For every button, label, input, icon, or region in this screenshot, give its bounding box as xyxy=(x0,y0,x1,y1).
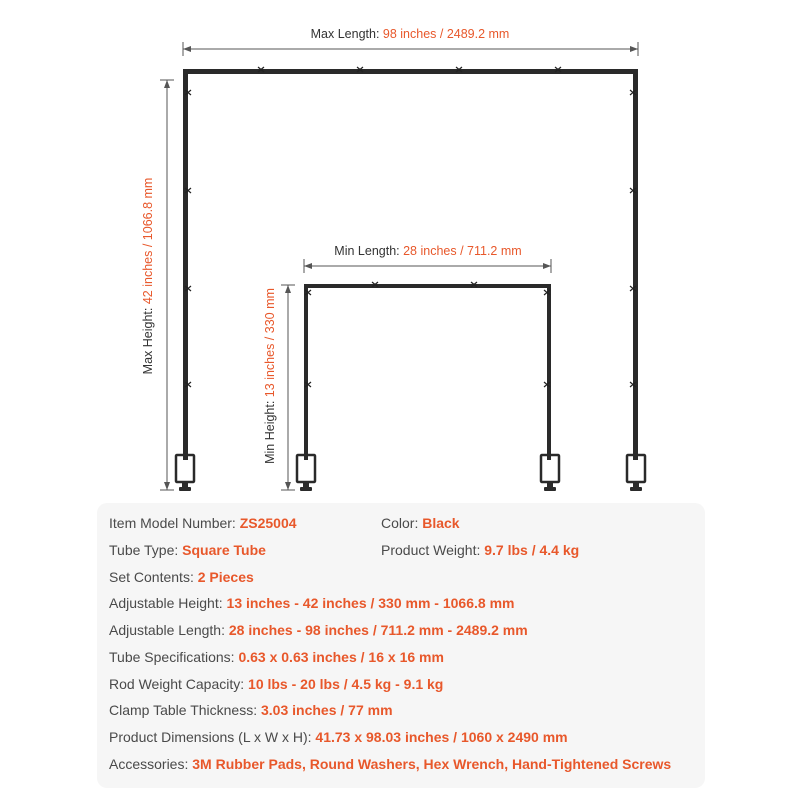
spec-model: Item Model Number: ZS25004 xyxy=(109,515,297,531)
max-height-text: Max Height: 42 inches / 1066.8 mm xyxy=(141,177,155,375)
spec-clamp-thickness: Clamp Table Thickness: 3.03 inches / 77 mm xyxy=(109,702,393,718)
large-frame xyxy=(176,67,645,491)
spec-weight: Product Weight: 9.7 lbs / 4.4 kg xyxy=(381,542,580,558)
spec-color: Color: Black xyxy=(381,515,460,531)
min-height-dimension xyxy=(263,285,295,490)
right-clamp xyxy=(627,455,645,491)
small-frame xyxy=(297,282,559,491)
small-right-clamp xyxy=(541,455,559,491)
min-length-dimension xyxy=(304,244,551,273)
spec-tube-specifications: Tube Specifications: 0.63 x 0.63 inches / 16 x 16 mm xyxy=(109,649,444,665)
small-left-clamp xyxy=(297,455,315,491)
spec-accessories: Accessories: 3M Rubber Pads, Round Washers, Hex Wrench, Hand-Tightened Screws xyxy=(109,756,672,772)
max-length-text: Max Length: 98 inches / 2489.2 mm xyxy=(310,27,510,41)
spec-product-dimensions: Product Dimensions (L x W x H): 41.73 x 98.03 inches / 1060 x 2490 mm xyxy=(109,729,568,745)
spec-rod-weight-capacity: Rod Weight Capacity: 10 lbs - 20 lbs / 4.5 kg - 9.1 kg xyxy=(109,676,444,692)
min-height-text: Min Height: 13 inches / 330 mm xyxy=(263,288,277,464)
min-length-text: Min Length: 28 inches / 711.2 mm xyxy=(334,244,522,258)
max-length-dimension xyxy=(183,27,638,56)
spec-adjustable-height: Adjustable Height: 13 inches - 42 inches / 330 mm - 1066.8 mm xyxy=(109,595,515,611)
spec-set-contents: Set Contents: 2 Pieces xyxy=(109,569,254,585)
spec-adjustable-length: Adjustable Length: 28 inches - 98 inches / 711.2 mm - 2489.2 mm xyxy=(109,622,528,638)
left-clamp xyxy=(176,455,194,491)
max-height-dimension xyxy=(141,80,174,490)
spec-tube-type: Tube Type: Square Tube xyxy=(109,542,266,558)
